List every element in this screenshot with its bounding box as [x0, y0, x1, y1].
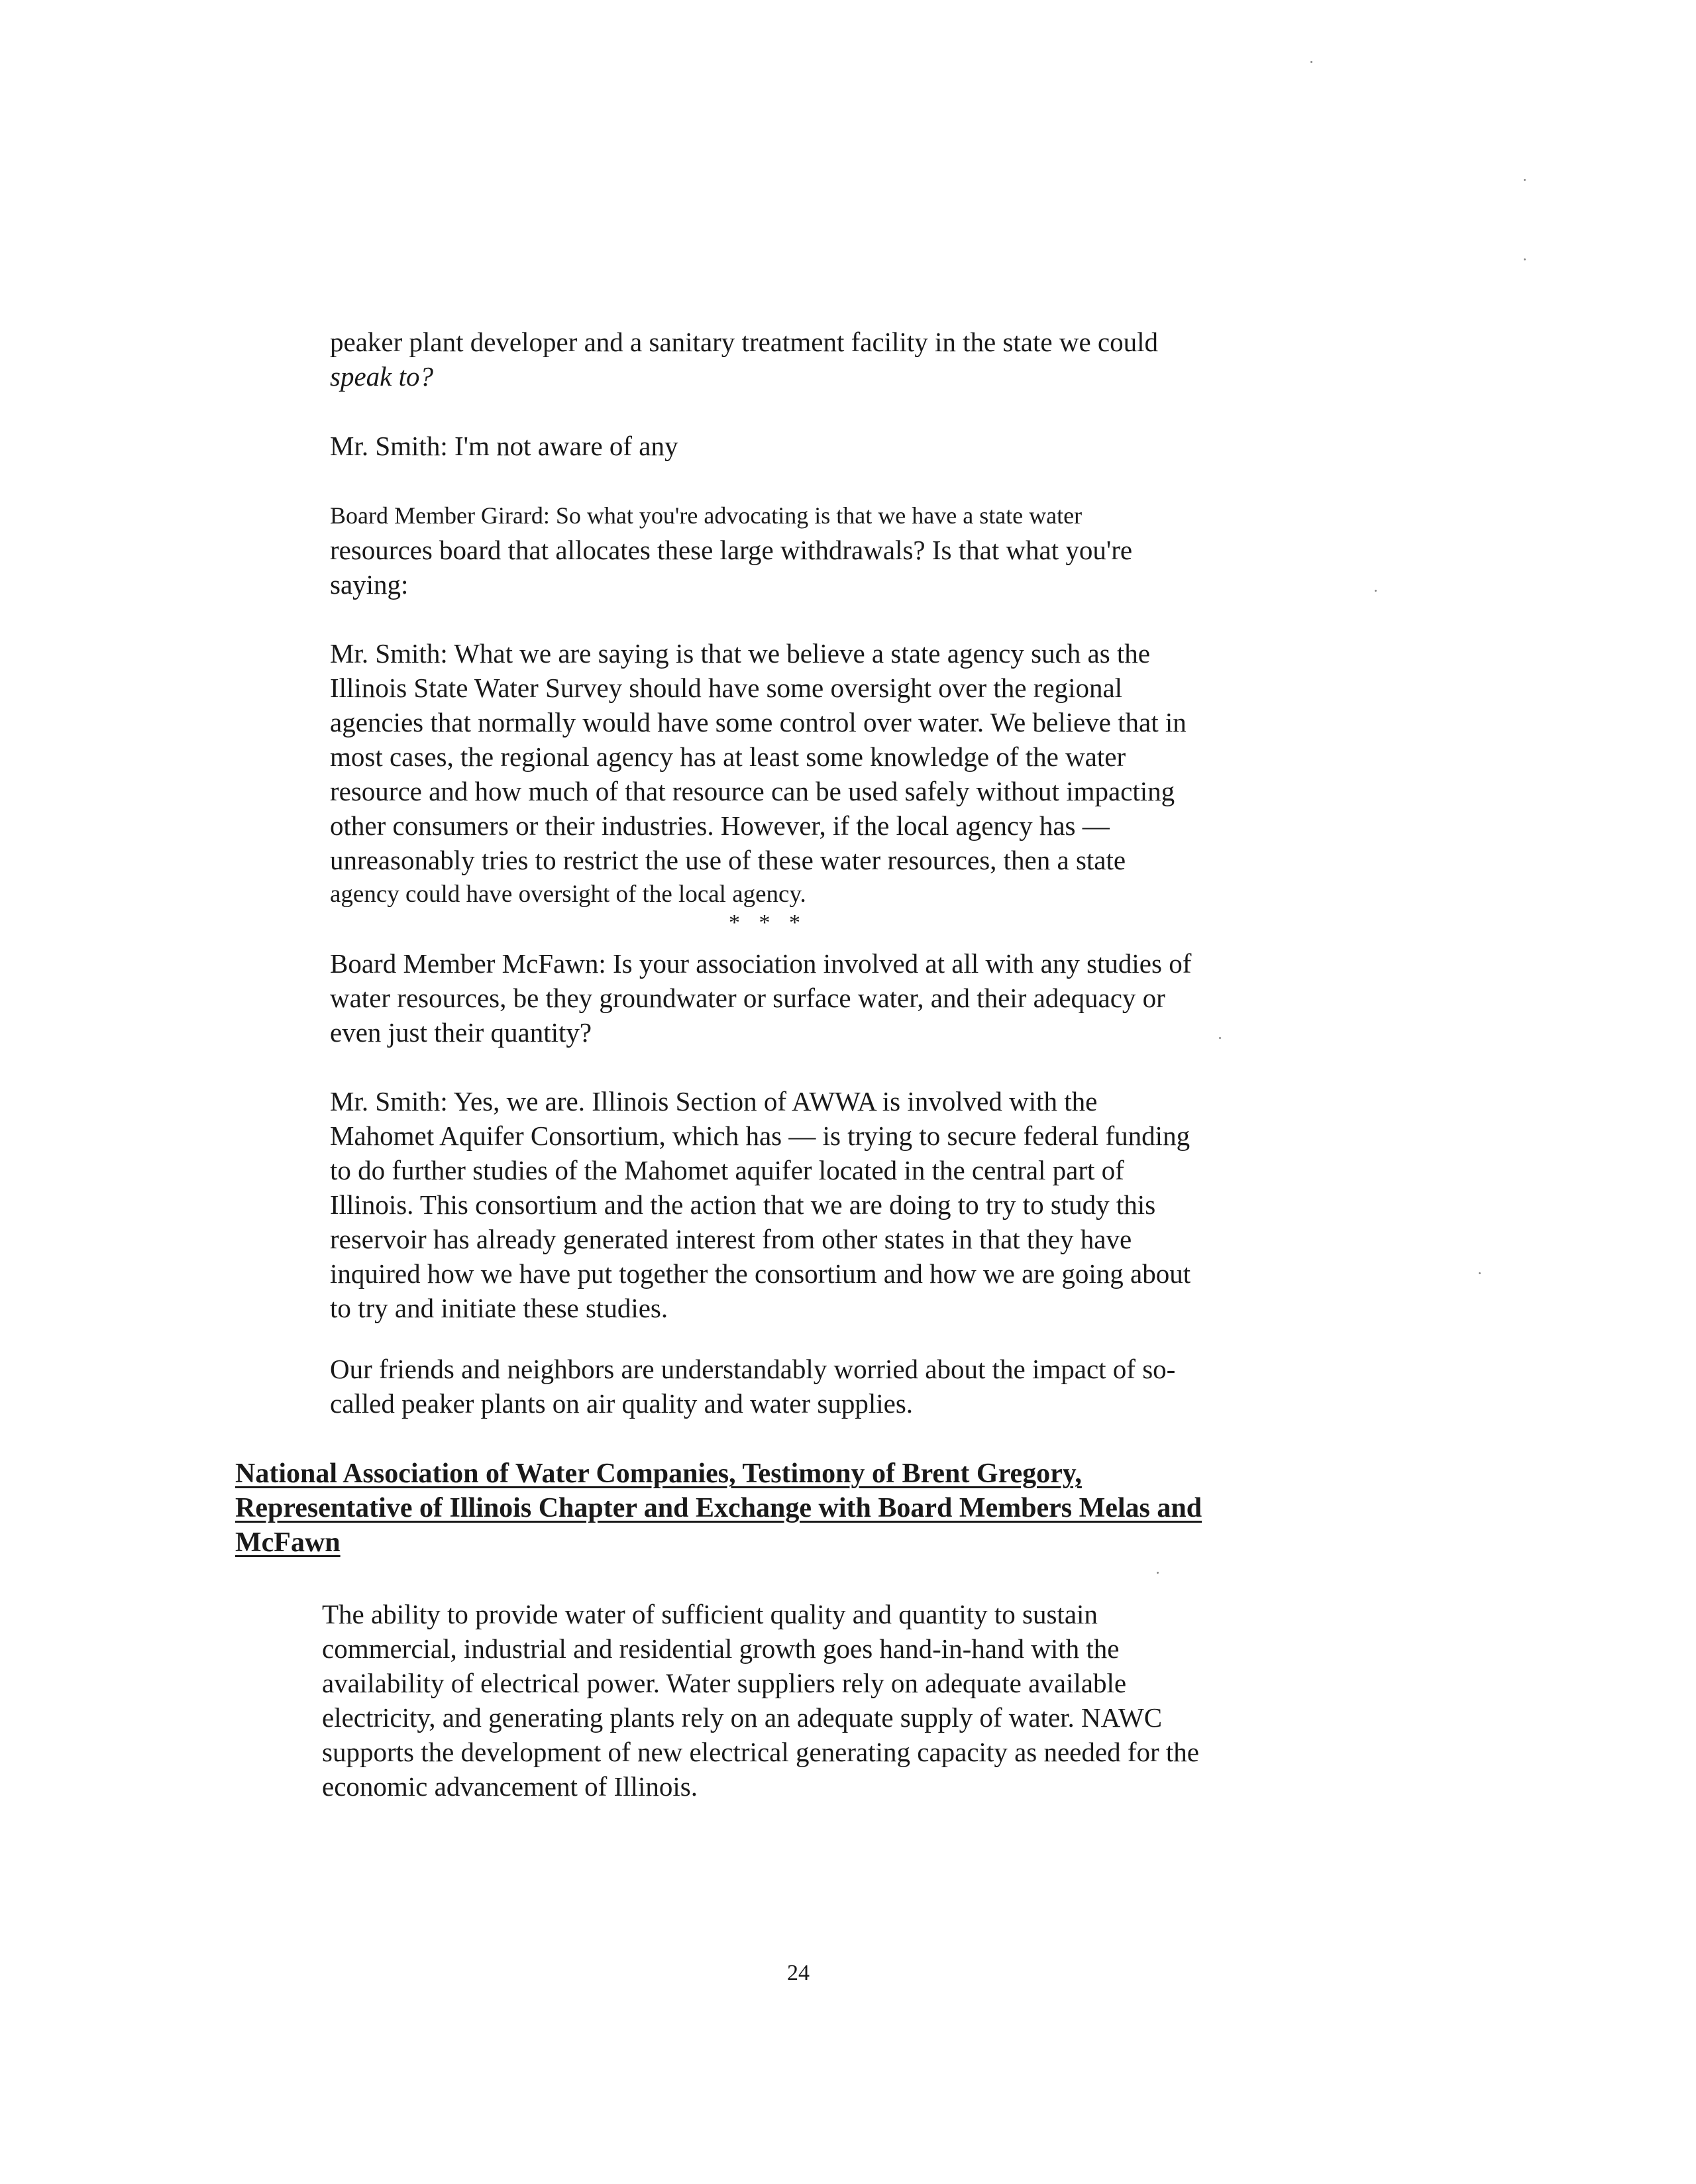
text-line: Mr. Smith: What we are saying is that we believe a state agency such as the — [330, 638, 1150, 669]
text-line: resources board that allocates these large withdrawals? Is that what you're — [330, 535, 1133, 565]
scan-speck — [1524, 258, 1526, 260]
text-line: speak to? — [330, 361, 433, 392]
text-line: called peaker plants on air quality and water supplies. — [330, 1388, 914, 1419]
text-line: Illinois. This consortium and the action that we are doing to try to study this — [330, 1189, 1156, 1220]
text-line: to try and initiate these studies. — [330, 1293, 668, 1323]
text-line: commercial, industrial and residential growth goes hand-in-hand with the — [322, 1633, 1120, 1664]
text-line: water resources, be they groundwater or surface water, and their adequacy or — [330, 983, 1165, 1013]
heading-line: National Association of Water Companies, Testimony of Brent Gregory, — [235, 1458, 1082, 1489]
text-line: saying: — [330, 569, 409, 600]
text-line: even just their quantity? — [330, 1017, 592, 1048]
text-line: other consumers or their industries. However, if the local agency has — — [330, 810, 1110, 841]
text-line: Mahomet Aquifer Consortium, which has — is trying to secure federal funding — [330, 1120, 1191, 1151]
section-heading-nawc — [235, 1456, 1375, 1560]
scan-speck — [1479, 1272, 1481, 1274]
scan-speck — [1157, 1572, 1159, 1574]
paragraph-girard-question — [330, 498, 1324, 602]
text-line: Mr. Smith: I'm not aware of any — [330, 431, 678, 461]
scan-speck — [1310, 61, 1312, 63]
text-line: economic advancement of Illinois. — [322, 1771, 698, 1802]
text-line: inquired how we have put together the consortium and how we are going about — [330, 1258, 1191, 1289]
text-line: most cases, the regional agency has at least some knowledge of the water — [330, 741, 1126, 772]
text-line: resource and how much of that resource can be used safely without impacting — [330, 776, 1175, 806]
text-line: electricity, and generating plants rely on an adequate supply of water. NAWC — [322, 1702, 1163, 1733]
scan-speck — [1524, 179, 1526, 181]
text-line: Illinois State Water Survey should have some oversight over the regional — [330, 673, 1123, 703]
scan-speck — [1219, 1037, 1221, 1039]
text-line: peaker plant developer and a sanitary treatment facility in the state we could — [330, 327, 1158, 357]
text-line: availability of electrical power. Water suppliers rely on adequate available — [322, 1668, 1127, 1698]
text-line: to do further studies of the Mahomet aquifer located in the central part of — [330, 1155, 1124, 1185]
paragraph-smith-reply-2 — [330, 636, 1324, 912]
page-number: 24 — [787, 1961, 810, 1985]
section-separator: * * * — [729, 910, 807, 935]
paragraph-smith-reply-3 — [330, 1084, 1324, 1325]
text-line: supports the development of new electrical generating capacity as needed for the — [322, 1737, 1199, 1767]
paragraph-smith-reply-1 — [330, 429, 1324, 463]
text-line: Board Member McFawn: Is your association involved at all with any studies of — [330, 948, 1192, 979]
text-line: agency could have oversight of the local agency. — [330, 881, 806, 908]
paragraph-question-continuation — [330, 325, 1324, 394]
scan-speck — [1375, 590, 1377, 592]
text-line: agencies that normally would have some control over water. We believe that in — [330, 707, 1187, 737]
paragraph-nawc-statement — [322, 1597, 1316, 1804]
text-line: Mr. Smith: Yes, we are. Illinois Section of AWWA is involved with the — [330, 1086, 1098, 1117]
text-line: reservoir has already generated interest from other states in that they have — [330, 1224, 1132, 1254]
text-line: Our friends and neighbors are understandably worried about the impact of so- — [330, 1354, 1176, 1384]
paragraph-friends-neighbors — [330, 1352, 1324, 1421]
paragraph-mcfawn-question — [330, 946, 1324, 1050]
text-line: unreasonably tries to restrict the use of these water resources, then a state — [330, 845, 1126, 875]
heading-line: Representative of Illinois Chapter and Exchange with Board Members Melas and — [235, 1493, 1202, 1523]
text-line: Board Member Girard: So what you're advocating is that we have a state water — [330, 502, 1083, 529]
heading-line: McFawn — [235, 1527, 341, 1558]
text-line: The ability to provide water of sufficient quality and quantity to sustain — [322, 1599, 1098, 1629]
